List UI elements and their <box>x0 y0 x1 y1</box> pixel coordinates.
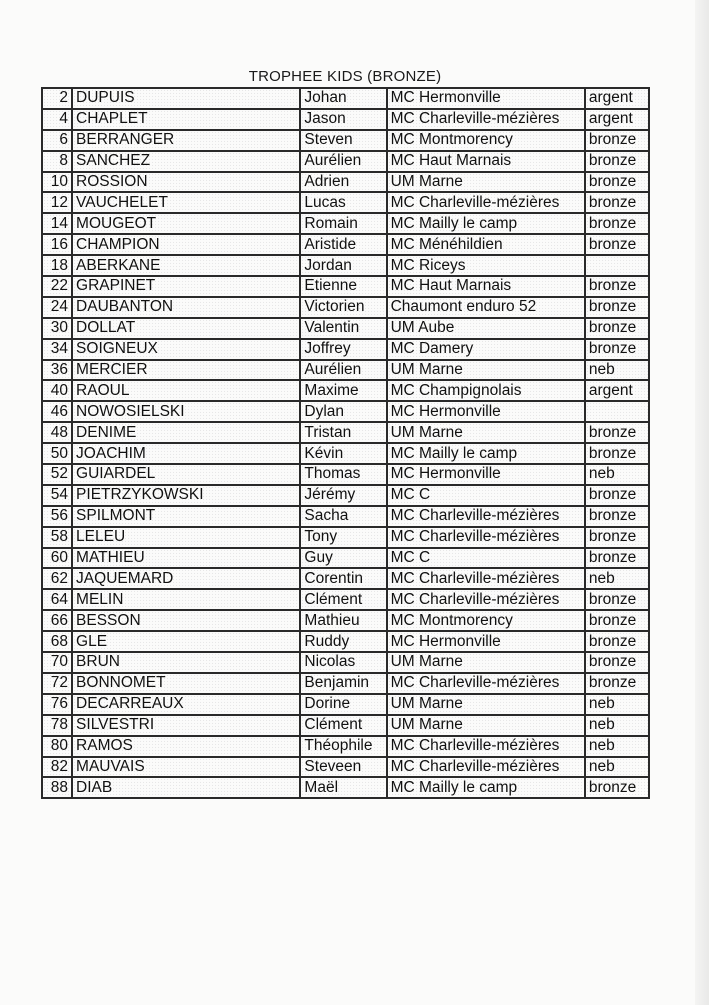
medal-cell: argent <box>585 109 649 130</box>
first-name-cell: Sacha <box>300 506 386 527</box>
first-name-cell: Corentin <box>300 568 386 589</box>
first-name-cell: Aristide <box>300 234 386 255</box>
rider-number-cell: 24 <box>42 297 72 318</box>
rider-number-cell: 58 <box>42 527 72 548</box>
club-cell: MC C <box>387 548 585 569</box>
club-cell: MC Hermonville <box>387 631 585 652</box>
last-name-cell: ABERKANE <box>72 255 300 276</box>
table-row <box>42 380 649 401</box>
last-name-cell: MATHIEU <box>72 548 300 569</box>
last-name-cell: BERRANGER <box>72 130 300 151</box>
first-name-cell: Jordan <box>300 255 386 276</box>
rider-number-cell: 40 <box>42 380 72 401</box>
table-row <box>42 652 649 673</box>
last-name-cell: GLE <box>72 631 300 652</box>
medal-cell: bronze <box>585 234 649 255</box>
first-name-cell: Dylan <box>300 401 386 422</box>
rider-number-cell: 30 <box>42 318 72 339</box>
results-table <box>41 87 650 799</box>
table-row <box>42 527 649 548</box>
medal-cell: bronze <box>585 422 649 443</box>
table-row <box>42 130 649 151</box>
rider-number-cell: 54 <box>42 485 72 506</box>
first-name-cell: Guy <box>300 548 386 569</box>
table-row <box>42 464 649 485</box>
rider-number-cell: 14 <box>42 213 72 234</box>
club-cell: MC Charleville-mézières <box>387 506 585 527</box>
last-name-cell: BESSON <box>72 610 300 631</box>
table-row <box>42 485 649 506</box>
first-name-cell: Johan <box>300 88 386 109</box>
first-name-cell: Steven <box>300 130 386 151</box>
last-name-cell: DIAB <box>72 777 300 798</box>
rider-number-cell: 88 <box>42 777 72 798</box>
table-row <box>42 568 649 589</box>
medal-cell: bronze <box>585 339 649 360</box>
rider-number-cell: 4 <box>42 109 72 130</box>
medal-cell: neb <box>585 757 649 778</box>
first-name-cell: Maël <box>300 777 386 798</box>
club-cell: UM Marne <box>387 422 585 443</box>
first-name-cell: Jérémy <box>300 485 386 506</box>
table-row <box>42 443 649 464</box>
table-row <box>42 151 649 172</box>
club-cell: MC Hermonville <box>387 401 585 422</box>
table-row <box>42 234 649 255</box>
medal-cell: bronze <box>585 610 649 631</box>
medal-cell: bronze <box>585 443 649 464</box>
medal-cell: neb <box>585 464 649 485</box>
medal-cell: bronze <box>585 548 649 569</box>
first-name-cell: Tony <box>300 527 386 548</box>
rider-number-cell: 36 <box>42 360 72 381</box>
last-name-cell: NOWOSIELSKI <box>72 401 300 422</box>
medal-cell: bronze <box>585 652 649 673</box>
club-cell: MC Mailly le camp <box>387 777 585 798</box>
table-row <box>42 276 649 297</box>
club-cell: MC Hermonville <box>387 88 585 109</box>
first-name-cell: Romain <box>300 213 386 234</box>
medal-cell: neb <box>585 736 649 757</box>
club-cell: MC Charleville-mézières <box>387 736 585 757</box>
first-name-cell: Tristan <box>300 422 386 443</box>
first-name-cell: Joffrey <box>300 339 386 360</box>
rider-number-cell: 60 <box>42 548 72 569</box>
last-name-cell: JAQUEMARD <box>72 568 300 589</box>
medal-cell: bronze <box>585 589 649 610</box>
table-row <box>42 589 649 610</box>
medal-cell: argent <box>585 88 649 109</box>
rider-number-cell: 34 <box>42 339 72 360</box>
last-name-cell: GUIARDEL <box>72 464 300 485</box>
table-row <box>42 506 649 527</box>
table-row <box>42 422 649 443</box>
last-name-cell: JOACHIM <box>72 443 300 464</box>
medal-cell: bronze <box>585 213 649 234</box>
last-name-cell: DAUBANTON <box>72 297 300 318</box>
medal-cell: bronze <box>585 318 649 339</box>
rider-number-cell: 56 <box>42 506 72 527</box>
first-name-cell: Etienne <box>300 276 386 297</box>
medal-cell: neb <box>585 715 649 736</box>
club-cell: MC Charleville-mézières <box>387 192 585 213</box>
first-name-cell: Dorine <box>300 694 386 715</box>
rider-number-cell: 82 <box>42 757 72 778</box>
medal-cell: bronze <box>585 276 649 297</box>
table-row <box>42 694 649 715</box>
medal-cell: bronze <box>585 631 649 652</box>
medal-cell: bronze <box>585 777 649 798</box>
last-name-cell: SOIGNEUX <box>72 339 300 360</box>
medal-cell: neb <box>585 568 649 589</box>
last-name-cell: DENIME <box>72 422 300 443</box>
page-edge-shadow <box>695 0 709 1005</box>
rider-number-cell: 72 <box>42 673 72 694</box>
table-row <box>42 88 649 109</box>
rider-number-cell: 46 <box>42 401 72 422</box>
last-name-cell: VAUCHELET <box>72 192 300 213</box>
club-cell: UM Aube <box>387 318 585 339</box>
club-cell: MC Mailly le camp <box>387 443 585 464</box>
first-name-cell: Nicolas <box>300 652 386 673</box>
last-name-cell: ROSSION <box>72 172 300 193</box>
first-name-cell: Aurélien <box>300 360 386 381</box>
rider-number-cell: 62 <box>42 568 72 589</box>
table-row <box>42 192 649 213</box>
rider-number-cell: 66 <box>42 610 72 631</box>
last-name-cell: BRUN <box>72 652 300 673</box>
table-row <box>42 610 649 631</box>
table-row <box>42 673 649 694</box>
table-row <box>42 255 649 276</box>
medal-cell: bronze <box>585 192 649 213</box>
last-name-cell: MAUVAIS <box>72 757 300 778</box>
rider-number-cell: 12 <box>42 192 72 213</box>
club-cell: MC Montmorency <box>387 130 585 151</box>
first-name-cell: Mathieu <box>300 610 386 631</box>
table-row <box>42 401 649 422</box>
rider-number-cell: 68 <box>42 631 72 652</box>
club-cell: MC Champignolais <box>387 380 585 401</box>
club-cell: MC Riceys <box>387 255 585 276</box>
last-name-cell: GRAPINET <box>72 276 300 297</box>
table-row <box>42 109 649 130</box>
club-cell: MC Haut Marnais <box>387 151 585 172</box>
medal-cell: bronze <box>585 297 649 318</box>
table-row <box>42 339 649 360</box>
rider-number-cell: 8 <box>42 151 72 172</box>
table-row <box>42 360 649 381</box>
last-name-cell: BONNOMET <box>72 673 300 694</box>
first-name-cell: Steveen <box>300 757 386 778</box>
first-name-cell: Benjamin <box>300 673 386 694</box>
medal-cell: bronze <box>585 130 649 151</box>
table-row <box>42 777 649 798</box>
rider-number-cell: 80 <box>42 736 72 757</box>
last-name-cell: SPILMONT <box>72 506 300 527</box>
medal-cell: neb <box>585 694 649 715</box>
table-row <box>42 715 649 736</box>
last-name-cell: SILVESTRI <box>72 715 300 736</box>
table-row <box>42 318 649 339</box>
first-name-cell: Valentin <box>300 318 386 339</box>
first-name-cell: Maxime <box>300 380 386 401</box>
club-cell: MC Mailly le camp <box>387 213 585 234</box>
club-cell: UM Marne <box>387 652 585 673</box>
rider-number-cell: 52 <box>42 464 72 485</box>
medal-cell: bronze <box>585 673 649 694</box>
club-cell: UM Marne <box>387 360 585 381</box>
rider-number-cell: 76 <box>42 694 72 715</box>
first-name-cell: Kévin <box>300 443 386 464</box>
club-cell: MC Charleville-mézières <box>387 109 585 130</box>
medal-cell <box>585 255 649 276</box>
rider-number-cell: 6 <box>42 130 72 151</box>
last-name-cell: CHAPLET <box>72 109 300 130</box>
first-name-cell: Lucas <box>300 192 386 213</box>
club-cell: MC Hermonville <box>387 464 585 485</box>
club-cell: MC Charleville-mézières <box>387 589 585 610</box>
rider-number-cell: 16 <box>42 234 72 255</box>
club-cell: MC Damery <box>387 339 585 360</box>
first-name-cell: Aurélien <box>300 151 386 172</box>
medal-cell: bronze <box>585 506 649 527</box>
club-cell: MC Charleville-mézières <box>387 568 585 589</box>
first-name-cell: Ruddy <box>300 631 386 652</box>
last-name-cell: PIETRZYKOWSKI <box>72 485 300 506</box>
rider-number-cell: 2 <box>42 88 72 109</box>
last-name-cell: DECARREAUX <box>72 694 300 715</box>
last-name-cell: MOUGEOT <box>72 213 300 234</box>
first-name-cell: Adrien <box>300 172 386 193</box>
table-row <box>42 736 649 757</box>
last-name-cell: DOLLAT <box>72 318 300 339</box>
last-name-cell: SANCHEZ <box>72 151 300 172</box>
first-name-cell: Thomas <box>300 464 386 485</box>
club-cell: UM Marne <box>387 694 585 715</box>
medal-cell: bronze <box>585 151 649 172</box>
medal-cell: argent <box>585 380 649 401</box>
club-cell: MC Charleville-mézières <box>387 757 585 778</box>
rider-number-cell: 48 <box>42 422 72 443</box>
club-cell: UM Marne <box>387 172 585 193</box>
club-cell: MC Charleville-mézières <box>387 673 585 694</box>
medal-cell: bronze <box>585 485 649 506</box>
club-cell: MC Ménéhildien <box>387 234 585 255</box>
first-name-cell: Clément <box>300 589 386 610</box>
club-cell: MC Montmorency <box>387 610 585 631</box>
results-table-body <box>42 88 649 798</box>
club-cell: UM Marne <box>387 715 585 736</box>
page-title: TROPHEE KIDS (BRONZE) <box>248 68 442 85</box>
last-name-cell: RAMOS <box>72 736 300 757</box>
last-name-cell: CHAMPION <box>72 234 300 255</box>
club-cell: MC Haut Marnais <box>387 276 585 297</box>
last-name-cell: LELEU <box>72 527 300 548</box>
medal-cell <box>585 401 649 422</box>
last-name-cell: DUPUIS <box>72 88 300 109</box>
table-row <box>42 548 649 569</box>
medal-cell: bronze <box>585 172 649 193</box>
club-cell: Chaumont enduro 52 <box>387 297 585 318</box>
rider-number-cell: 64 <box>42 589 72 610</box>
rider-number-cell: 70 <box>42 652 72 673</box>
table-row <box>42 631 649 652</box>
rider-number-cell: 18 <box>42 255 72 276</box>
table-row <box>42 213 649 234</box>
rider-number-cell: 10 <box>42 172 72 193</box>
rider-number-cell: 78 <box>42 715 72 736</box>
table-row <box>42 757 649 778</box>
medal-cell: neb <box>585 360 649 381</box>
last-name-cell: MERCIER <box>72 360 300 381</box>
first-name-cell: Victorien <box>300 297 386 318</box>
first-name-cell: Jason <box>300 109 386 130</box>
table-row <box>42 172 649 193</box>
rider-number-cell: 50 <box>42 443 72 464</box>
last-name-cell: MELIN <box>72 589 300 610</box>
medal-cell: bronze <box>585 527 649 548</box>
club-cell: MC Charleville-mézières <box>387 527 585 548</box>
table-row <box>42 297 649 318</box>
last-name-cell: RAOUL <box>72 380 300 401</box>
rider-number-cell: 22 <box>42 276 72 297</box>
first-name-cell: Clément <box>300 715 386 736</box>
first-name-cell: Théophile <box>300 736 386 757</box>
club-cell: MC C <box>387 485 585 506</box>
